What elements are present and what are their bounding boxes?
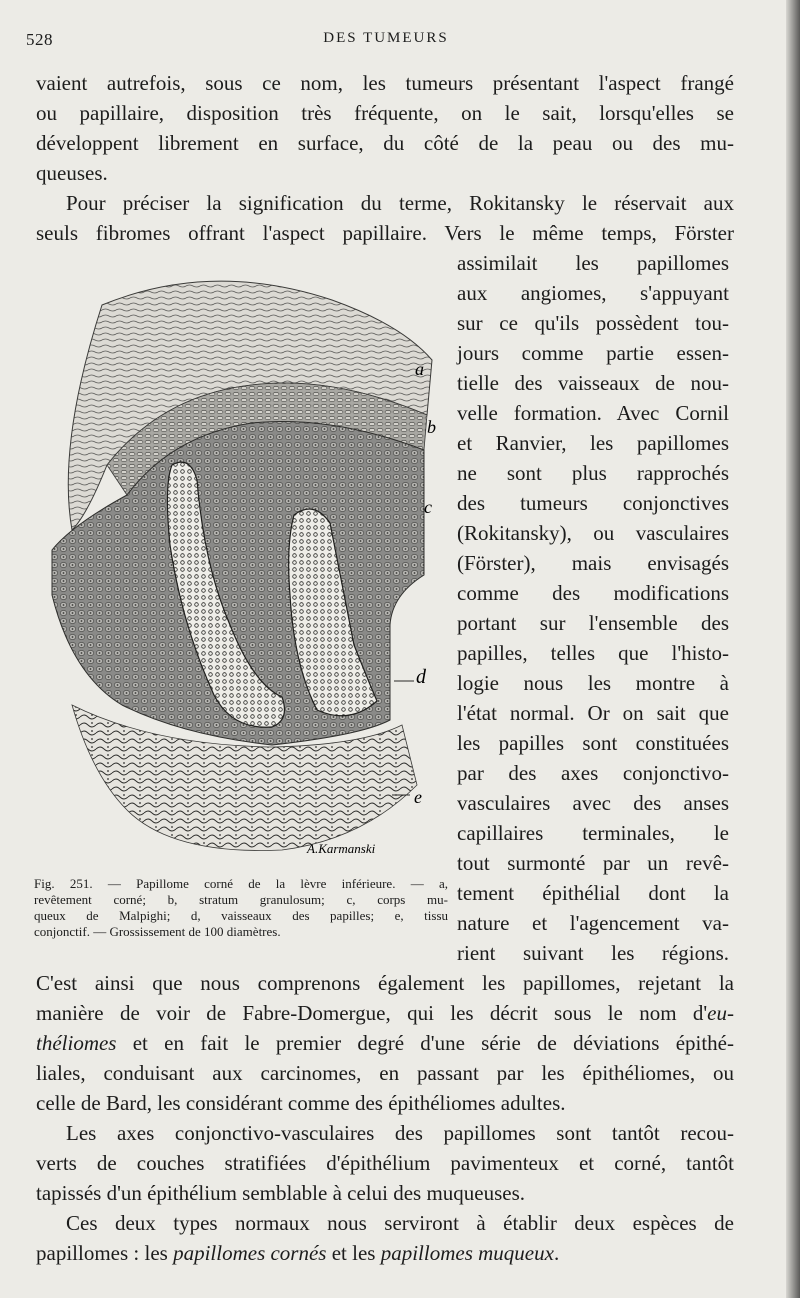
- text-line: [36, 1238, 734, 1268]
- column-line: sur ce qu'ils possèdent tou-: [457, 311, 729, 335]
- column-line: papilles, telles que l'histo-: [457, 641, 729, 665]
- column-line: logie nous les montre à: [457, 671, 729, 695]
- column-line: (Rokitansky), ou vasculaires: [457, 521, 729, 545]
- text-line: liales, conduisant aux carcinomes, en passant par les épithéliomes, ou: [36, 1061, 734, 1085]
- column-line: assimilait les papillomes: [457, 251, 729, 275]
- column-line: les papilles sont constituées: [457, 731, 729, 755]
- page-binding-edge: [786, 0, 800, 1298]
- text-line: Les axes conjonctivo-vasculaires des papillomes sont tantôt recou-: [66, 1121, 734, 1145]
- text-line: tapissés d'un épithélium semblable à celui des muqueuses.: [36, 1181, 526, 1205]
- caption-line: Fig. 251. — Papillome corné de la lèvre inférieure. — a,: [34, 876, 448, 891]
- column-line: portant sur l'ensemble des: [457, 611, 729, 635]
- page-number: 528: [26, 30, 53, 49]
- column-line: nature et l'agencement va-: [457, 911, 729, 935]
- text-span: et les: [326, 1241, 381, 1265]
- text-line: seuls fibromes offrant l'aspect papillaire. Vers le même temps, Förster: [36, 221, 734, 245]
- column-line: ne sont plus rapprochés: [457, 461, 729, 485]
- column-line: tement épithélial dont la: [457, 881, 729, 905]
- text-line: [36, 998, 734, 1028]
- column-line: (Förster), mais envisagés: [457, 551, 729, 575]
- text-span: papillomes : les: [36, 1241, 174, 1265]
- running-head: DES TUMEURS: [323, 30, 449, 46]
- text-line: queuses.: [36, 161, 108, 185]
- caption-line: conjonctif. — Grossissement de 100 diamètres.: [34, 924, 281, 939]
- column-line: rient suivant les régions.: [457, 941, 729, 965]
- column-line: et Ranvier, les papillomes: [457, 431, 729, 455]
- page-header: [26, 30, 746, 54]
- column-line: des tumeurs conjonctives: [457, 491, 729, 515]
- figure-label-e: e: [414, 787, 422, 807]
- text-span: .: [553, 1241, 560, 1265]
- column-line: capillaires terminales, le: [457, 821, 729, 845]
- italic-term: papillomes cornés: [173, 1241, 327, 1265]
- caption-line: revêtement corné; b, stratum granulosum; c, corps mu-: [34, 892, 448, 907]
- column-line: tout surmonté par un revê-: [457, 851, 729, 875]
- figure-label-d: d: [416, 666, 426, 688]
- figure-label-b: b: [427, 417, 436, 437]
- figure-label-c: c: [424, 497, 432, 517]
- text-line: C'est ainsi que nous comprenons également les papillomes, rejetant la: [36, 971, 734, 995]
- text-line: ou papillaire, disposition très fréquente, on le sait, lorsqu'elles se: [36, 101, 734, 125]
- histology-illustration: [32, 265, 452, 870]
- column-line: l'état normal. Or on sait que: [457, 701, 729, 725]
- text-line: verts de couches stratifiées d'épithélium pavimenteux et corné, tantôt: [36, 1151, 734, 1175]
- text-line: développent librement en surface, du côté de la peau ou des mu-: [36, 131, 734, 155]
- figure-papillome-engraving: [32, 265, 452, 870]
- text-span: manière de voir de Fabre-Domergue, qui les décrit sous le nom d': [36, 1001, 708, 1025]
- text-span: et en fait le premier degré d'une série de déviations épithé-: [116, 1031, 734, 1055]
- text-line: vaient autrefois, sous ce nom, les tumeurs présentant l'aspect frangé: [36, 71, 734, 95]
- italic-term: papillomes muqueux: [380, 1241, 554, 1265]
- caption-line: queux de Malpighi; d, vaisseaux des papilles; e, tissu: [34, 908, 448, 923]
- column-line: tielle des vaisseaux de nou-: [457, 371, 729, 395]
- column-line: jours comme partie essen-: [457, 341, 729, 365]
- column-line: par des axes conjonctivo-: [457, 761, 729, 785]
- italic-term: théliomes: [36, 1031, 117, 1055]
- column-line: vasculaires avec des anses: [457, 791, 729, 815]
- text-line: Ces deux types normaux nous serviront à établir deux espèces de: [66, 1211, 734, 1235]
- engraver-signature: A.Karmanski: [307, 841, 376, 856]
- text-line: [36, 1028, 734, 1058]
- column-line: aux angiomes, s'appuyant: [457, 281, 729, 305]
- column-line: velle formation. Avec Cornil: [457, 401, 729, 425]
- italic-term: eu-: [707, 1001, 734, 1025]
- figure-caption: [34, 876, 448, 940]
- text-line: Pour préciser la signification du terme, Rokitansky le réservait aux: [66, 191, 734, 215]
- text-line: celle de Bard, les considérant comme des épithéliomes adultes.: [36, 1091, 566, 1115]
- figure-label-a: a: [415, 359, 424, 379]
- column-line: comme des modifications: [457, 581, 729, 605]
